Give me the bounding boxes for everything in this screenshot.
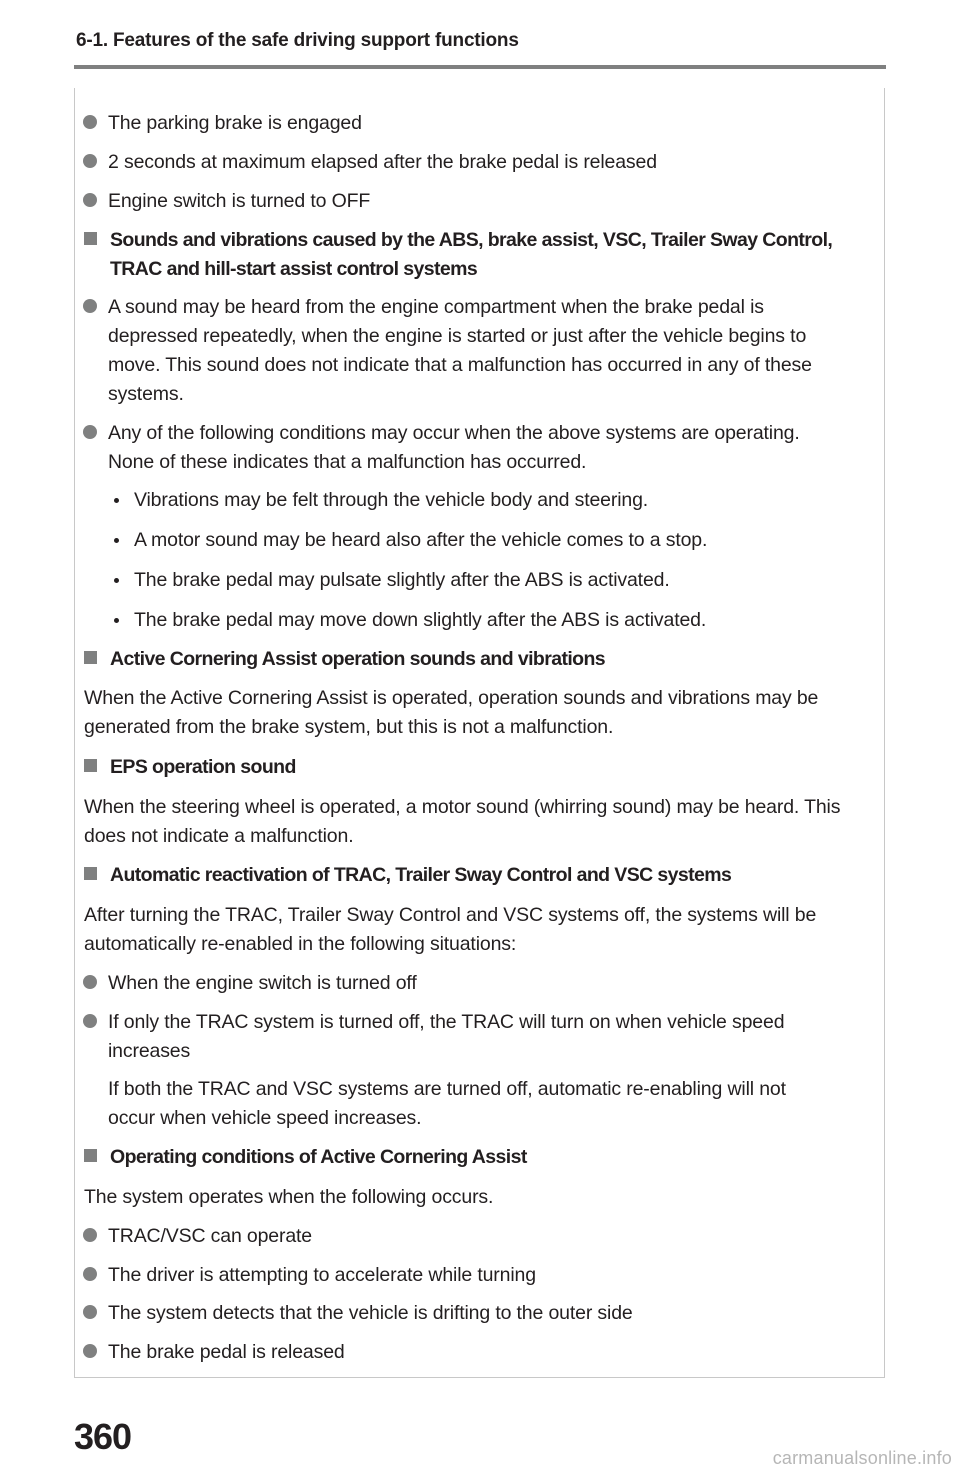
sub-bullet-icon	[114, 538, 119, 543]
section-marker-icon	[84, 759, 97, 772]
bullet-icon	[83, 299, 97, 313]
bullet-icon	[83, 1305, 97, 1319]
bullet-icon	[83, 1014, 97, 1028]
bullet-icon	[83, 1228, 97, 1242]
section-marker-icon	[84, 232, 97, 245]
bullet-icon	[83, 1267, 97, 1281]
bullet-icon	[83, 154, 97, 168]
page-number: 360	[74, 1416, 132, 1457]
bullet-icon	[83, 115, 97, 129]
section-marker-icon	[84, 651, 97, 664]
sub-bullet-icon	[114, 578, 119, 583]
bullet-icon	[83, 975, 97, 989]
watermark: carmanualsonline.info	[772, 1448, 952, 1468]
sub-bullet-icon	[114, 618, 119, 623]
bullet-icon	[83, 1344, 97, 1358]
running-header: 6-1. Features of the safe driving support functions	[76, 30, 519, 51]
bullet-icon	[83, 193, 97, 207]
header-rule	[74, 65, 886, 69]
bullet-icon	[83, 425, 97, 439]
sub-bullet-icon	[114, 498, 119, 503]
section-marker-icon	[84, 867, 97, 880]
section-marker-icon	[84, 1149, 97, 1162]
